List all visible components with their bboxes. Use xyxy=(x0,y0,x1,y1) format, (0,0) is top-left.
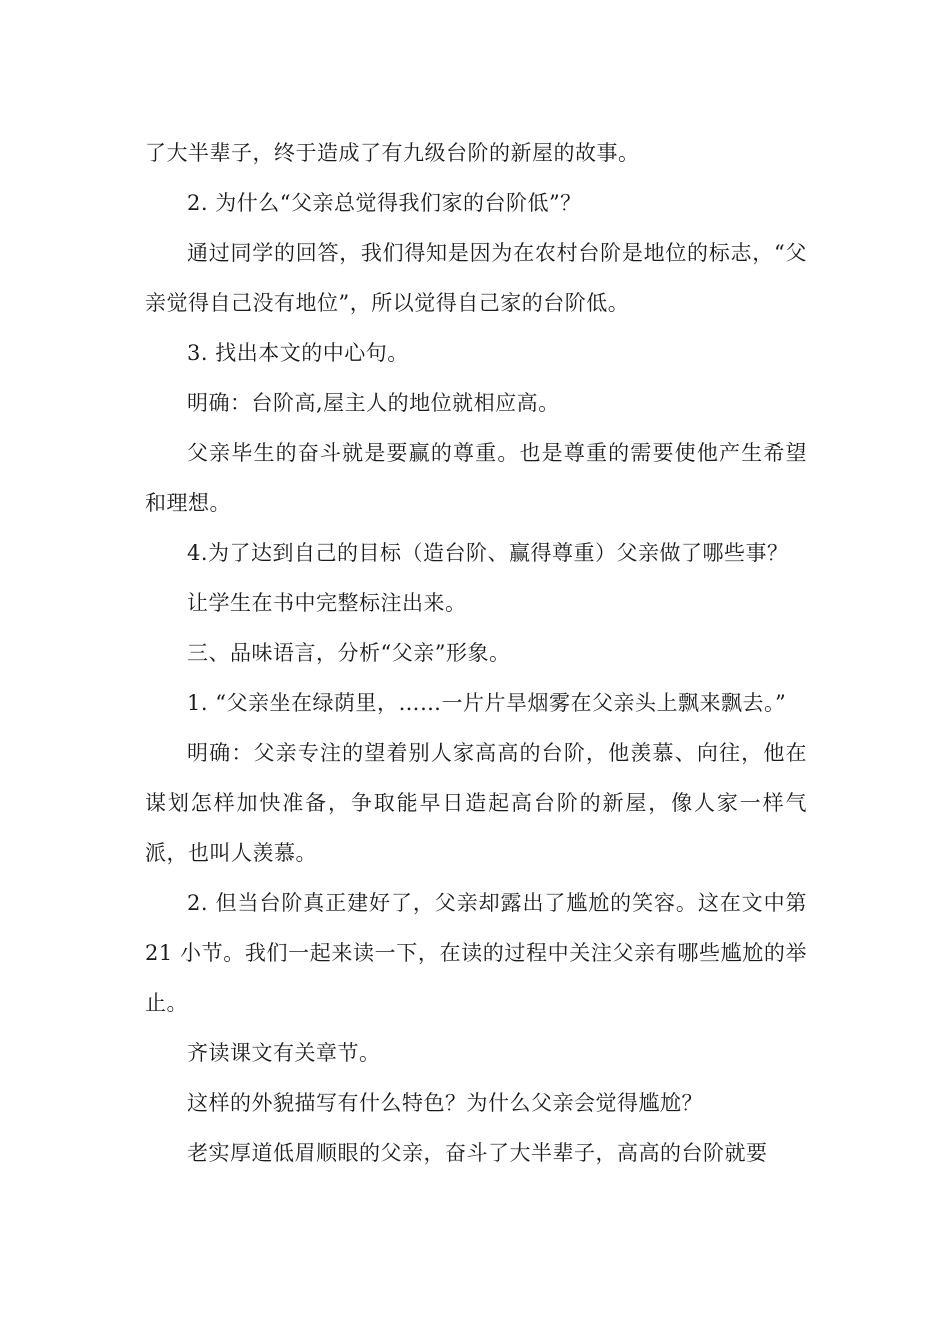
paragraph-6: 父亲毕生的奋斗就是要赢的尊重。也是尊重的需要使他产生希望和理想。 xyxy=(145,441,807,515)
document-page xyxy=(145,128,807,1178)
paragraph-9: 三、品味语言，分析“父亲”形象。 xyxy=(187,641,511,665)
paragraph-7: 4.为了达到自己的目标（造台阶、赢得尊重）父亲做了哪些事？ xyxy=(187,541,789,565)
paragraph-14: 这样的外貌描写有什么特色？为什么父亲会觉得尴尬？ xyxy=(187,1091,703,1115)
paragraph-2: 2. 为什么“父亲总觉得我们家的台阶低”？ xyxy=(187,191,582,215)
paragraph-3: 通过同学的回答，我们得知是因为在农村台阶是地位的标志，“父亲觉得自己没有地位”，所以觉得自己家的台阶低。 xyxy=(145,241,807,315)
paragraph-5: 明确：台阶高,屋主人的地位就相应高。 xyxy=(187,391,560,415)
paragraph-4: 3. 找出本文的中心句。 xyxy=(187,341,409,365)
paragraph-12: 2. 但当台阶真正建好了，父亲却露出了尴尬的笑容。这在文中第 21 小节。我们一起来读一下，在读的过程中关注父亲有哪些尴尬的举止。 xyxy=(145,891,807,1015)
paragraph-13: 齐读课文有关章节。 xyxy=(187,1041,381,1065)
paragraph-10: 1. “父亲坐在绿荫里，……一片片旱烟雾在父亲头上飘来飘去。” xyxy=(187,691,787,715)
paragraph-8: 让学生在书中完整标注出来。 xyxy=(187,591,467,615)
paragraph-15: 老实厚道低眉顺眼的父亲，奋斗了大半辈子，高高的台阶就要 xyxy=(187,1141,768,1165)
paragraph-11: 明确：父亲专注的望着别人家高高的台阶，他羡慕、向往，他在谋划怎样加快准备，争取能早日造起高台阶的新屋，像人家一样气派，也叫人羡慕。 xyxy=(145,741,807,865)
paragraph-1: 了大半辈子，终于造成了有九级台阶的新屋的故事。 xyxy=(145,141,640,165)
